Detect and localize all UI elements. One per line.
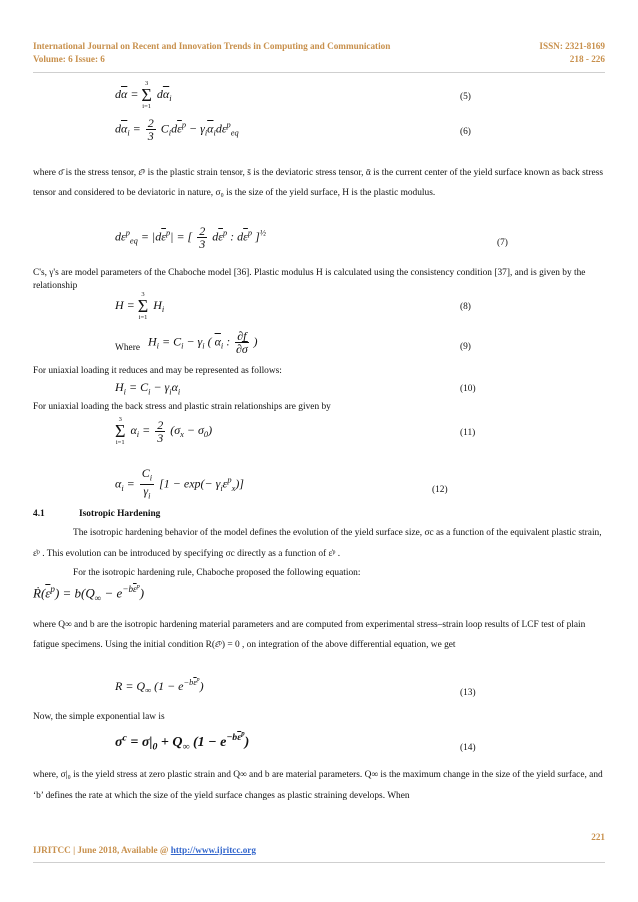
- equation-number: (10): [460, 384, 476, 394]
- equation-number: (6): [460, 127, 471, 137]
- equation-8: H = 3 Σ i=1 $H_i$: [115, 291, 165, 321]
- paragraph-parameters: C's, γ's are model parameters of the Chaboche model [36]. Plastic modulus H is calculated using the consistency condition [37], and is given by the relationship: [33, 268, 586, 291]
- paragraph-uniaxial: For uniaxial loading it reduces and may be represented as follows:: [33, 366, 282, 376]
- header-rule: [33, 72, 605, 73]
- issn: ISSN: 2321-8169: [539, 41, 605, 51]
- equation-7: $d\varepsilon^p_{eq} = |d\overline{\varepsilon}^p|$ = [ $\frac{2}{3}$ $d\overline{\varepsilon}^p$ : $d\overline{\varepsilon}^p$ ]$^{\frac{1}{2}}$: [115, 224, 267, 251]
- equation-number: (14): [460, 743, 476, 753]
- equation-number: (11): [460, 428, 476, 438]
- paragraph-backstress: For uniaxial loading the back stress and plastic strain relationships are given by: [33, 402, 331, 412]
- equation-number: (8): [460, 302, 471, 312]
- section-number: 4.1: [33, 509, 45, 519]
- footer-rule: [33, 862, 605, 863]
- page-number: 221: [591, 832, 605, 842]
- page-footer: [33, 845, 605, 855]
- paragraph-chaboche: For the isotropic hardening rule, Chaboche proposed the following equation:: [73, 568, 361, 578]
- equation-number: (5): [460, 92, 471, 102]
- equation-14: $\sigma^c = \sigma|_0 + Q_\infty$ $(1 - e^{-b\overline{\varepsilon}^p})$: [115, 731, 250, 753]
- volume-issue: Volume: 6 Issue: 6: [33, 54, 105, 64]
- paragraph-isotropic: The isotropic hardening behavior of the model defines the evolution of the yield surface size, σc as a function of the equivalent plastic strain, ε̇ᵖ . This evolution can be introduced by specifying σc directly as a function of ε̇ᵖ .: [33, 528, 602, 559]
- equation-number: (13): [460, 688, 476, 698]
- journal-title: International Journal on Recent and Innovation Trends in Computing and Communication: [33, 41, 391, 51]
- equation-13: $R = Q_\infty$ $(1 - e^{-b\overline{\varepsilon}^p})$: [115, 677, 204, 696]
- section-heading: [33, 509, 161, 519]
- where-label: Where: [115, 343, 140, 353]
- equation-number: (9): [460, 342, 471, 352]
- paragraph-parameters-q: where Q∞ and b are the isotropic hardening material parameters and are computed from experimental stress–strain loop results of LCF test of plain fatigue specimens. Using the initial condition R(ε̄ᵖ) = 0 , on integration of the above differential equation, we get: [33, 620, 586, 650]
- paragraph-yield-stress: where, σ|₀ is the yield stress at zero plastic strain and Q∞ and b are material parameters. Q∞ is the maximum change in the size of the yield surface, and ‘b’ defines the rate at which the size of the yield surface changes as plastic straining develops. When: [33, 770, 603, 801]
- footer-link[interactable]: http://www.ijritcc.org: [170, 845, 256, 855]
- equation-9: $H_i = C_i - \gamma_i$ ( $\overline{\alpha}_i$ : $\frac{\partial f}{\partial\overline{\sigma}}$ ): [148, 329, 258, 356]
- paragraph-definitions: where σ̄ is the stress tensor, ε̄ᵖ is the plastic strain tensor, s̄ is the deviatoric stress tensor, ᾱ is the current center of the yield surface known as back stress tensor and considered to be deviatoric in nature, σ₀ is the size of the yield surface, H is the plastic modulus.: [33, 168, 603, 198]
- equation-11: 3 Σ i=1 $\alpha_i$ = $\frac{2}{3}$ $(\sigma_x - \sigma_0)$: [115, 416, 213, 446]
- equation-12: $\alpha_i$ = $\frac{C_i}{\gamma_i}$ $[1 - \exp(- \gamma_i\varepsilon^p_x)]$: [115, 466, 244, 501]
- footer-label: IJRITCC | June 2018, Available @: [33, 845, 171, 855]
- equation-5: $d\overline{\alpha}$ = 3 Σ i=1 $d\overline{\alpha}_i$: [115, 80, 172, 110]
- equation-10: $H_i = C_i - \gamma_i\alpha_i$: [115, 380, 181, 397]
- page-range: 218 - 226: [569, 54, 605, 64]
- section-title: Isotropic Hardening: [79, 509, 161, 519]
- paragraph-exponential: Now, the simple exponential law is: [33, 712, 165, 722]
- equation-r-dot: $Ṙ(\overline{\varepsilon}^p) = b(Q_\infty - e^{-b\overline{\varepsilon}^p})$: [33, 583, 145, 603]
- equation-number: (7): [497, 238, 508, 248]
- equation-number: (12): [432, 485, 448, 495]
- equation-6: $d\overline{\alpha}_i$ = $\frac{2}{3}$ $C_id\overline{\varepsilon}^p - \gamma_i\overline{\alpha}_id\varepsilon^p_{eq}$: [115, 116, 239, 143]
